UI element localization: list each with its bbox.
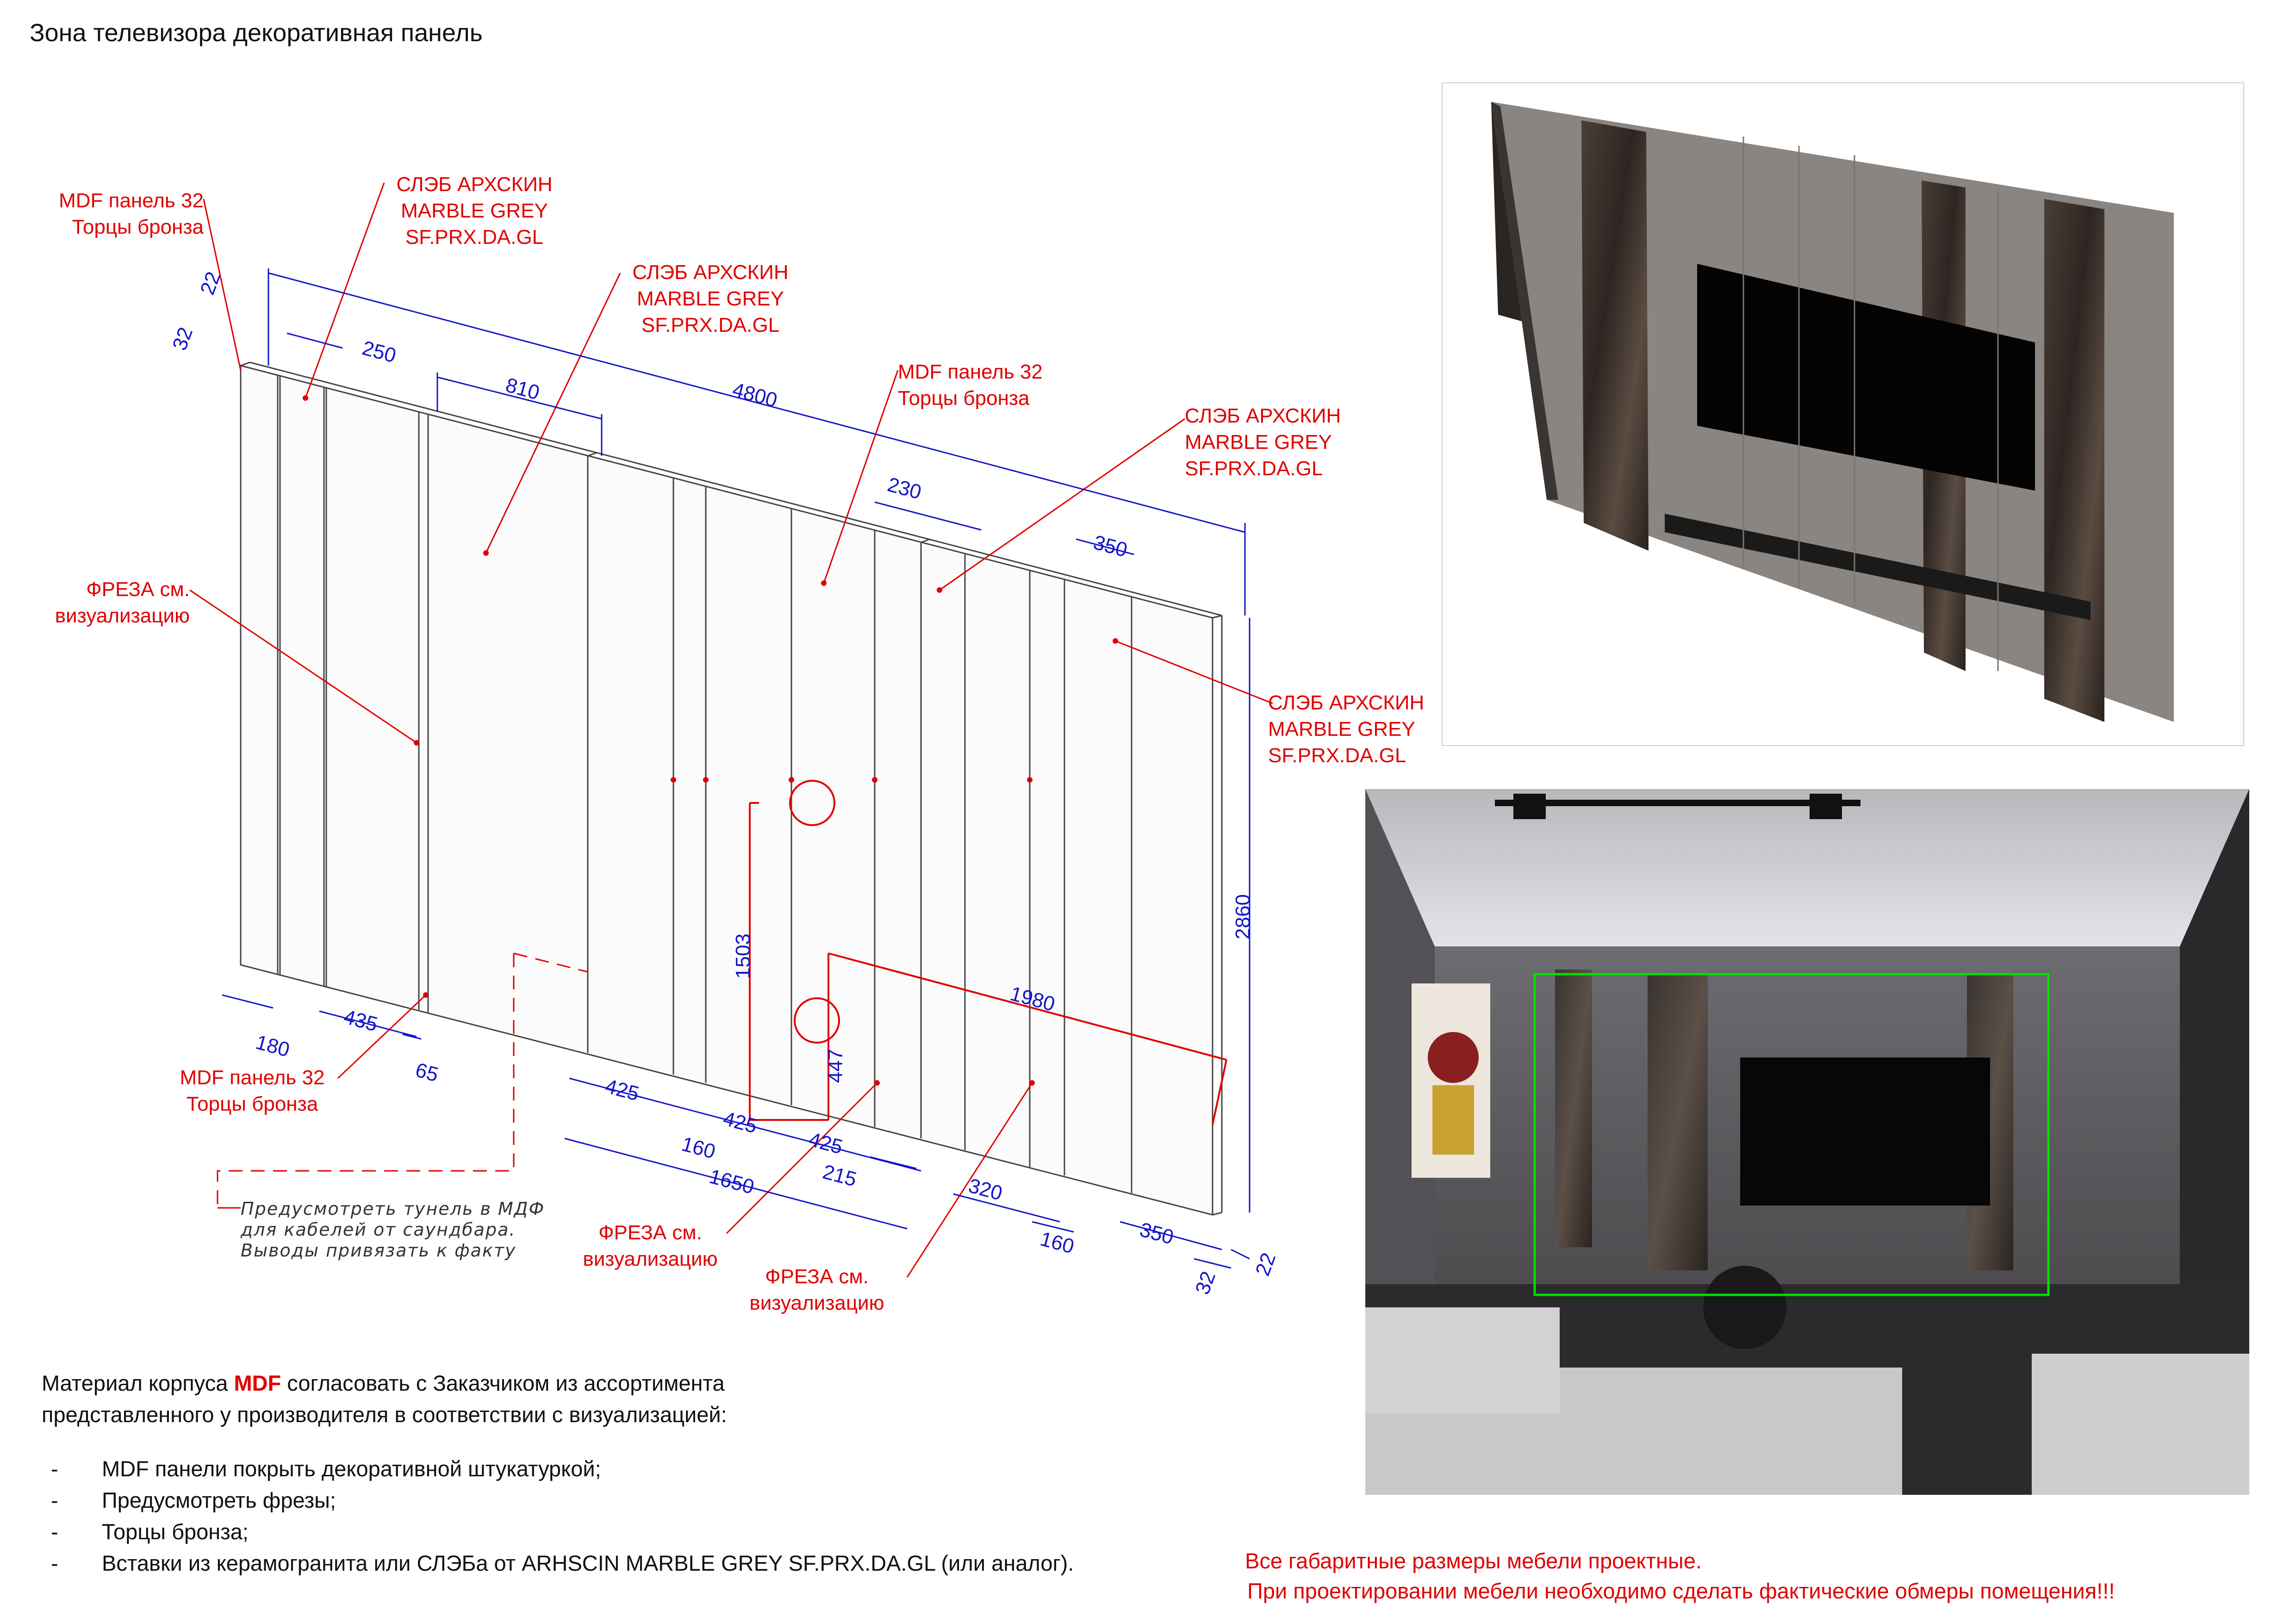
dim-425-b: 425 <box>721 1107 760 1138</box>
dim-425-a: 425 <box>603 1075 642 1106</box>
render-panel-3d-image <box>1443 83 2243 745</box>
dim-425-c: 425 <box>806 1128 846 1159</box>
dim-350-bot: 350 <box>1137 1218 1176 1249</box>
dim-250: 250 <box>360 336 399 367</box>
list-item: - Вставки из керамогранита или СЛЭБа от ARHSCIN MARBLE GREY SF.PRX.DA.GL (или аналог). <box>51 1551 1074 1575</box>
note-mdf-top-left: MDF панель 32 Торцы бронза <box>59 189 204 238</box>
list-item: - Торцы бронза; <box>51 1519 249 1544</box>
dim-1503: 1503 <box>732 933 754 979</box>
dim-4800: 4800 <box>730 378 780 412</box>
dim-22-top: 22 <box>196 268 225 298</box>
dim-320: 320 <box>966 1174 1005 1205</box>
dim-1650: 1650 <box>707 1165 757 1199</box>
render-interior-image <box>1365 789 2249 1495</box>
note-mdf-top-mid: MDF панель 32 Торцы бронза <box>898 361 1043 410</box>
note-freza-left: ФРЕЗА см. визуализацию <box>55 578 190 627</box>
dim-160-a: 160 <box>679 1132 718 1163</box>
render-panel-3d <box>1442 82 2244 746</box>
dim-160-b: 160 <box>1038 1227 1077 1258</box>
note-freza-bottom-2: ФРЕЗА см. визуализацию <box>749 1265 884 1314</box>
material-notes: Материал корпуса MDF согласовать с Заказчиком из ассортимента представленного у производителя в соответствии с визуализацией: <box>42 1371 727 1427</box>
tunnel-note-line-3: Выводы привязать к факту <box>241 1240 516 1261</box>
list-item: - Предусмотреть фрезы; <box>51 1488 336 1512</box>
warning-line-2: При проектировании мебели необходимо сделать фактические обмеры помещения!!! <box>1247 1579 2115 1603</box>
note-slab-right-2: СЛЭБ АРХСКИН MARBLE GREY SF.PRX.DA.GL <box>1268 691 1425 767</box>
page-title: Зона телевизора декоративная панель <box>30 19 483 47</box>
dim-350-top: 350 <box>1091 531 1130 562</box>
note-freza-bottom-1: ФРЕЗА см. визуализацию <box>583 1221 718 1270</box>
panel-outline <box>241 362 1222 1215</box>
dim-447: 447 <box>824 1049 847 1083</box>
dim-230: 230 <box>885 473 924 504</box>
tunnel-note-line-1: Предусмотреть тунель в МДФ <box>241 1199 545 1219</box>
dim-1980: 1980 <box>1008 982 1058 1016</box>
dim-2860: 2860 <box>1232 894 1254 939</box>
render-interior <box>1365 789 2249 1495</box>
note-mdf-bottom-left: MDF панель 32 Торцы бронза <box>180 1066 325 1115</box>
bullet-list <box>51 1453 1074 1579</box>
dim-22-bot: 22 <box>1251 1250 1281 1279</box>
dim-215: 215 <box>820 1160 859 1191</box>
dim-810: 810 <box>503 373 542 404</box>
dim-32-top: 32 <box>168 324 198 354</box>
dim-65: 65 <box>413 1058 441 1087</box>
note-slab-right-1: СЛЭБ АРХСКИН MARBLE GREY SF.PRX.DA.GL <box>1185 404 1341 480</box>
note-slab-top-1: СЛЭБ АРХСКИН MARBLE GREY SF.PRX.DA.GL <box>396 173 553 249</box>
mdf-highlight: MDF <box>234 1371 281 1395</box>
note-slab-top-2: СЛЭБ АРХСКИН MARBLE GREY SF.PRX.DA.GL <box>632 261 789 336</box>
tunnel-note-line-2: для кабелей от саундбара. <box>241 1219 516 1240</box>
warning-line-1: Все габаритные размеры мебели проектные. <box>1245 1548 1702 1573</box>
list-item: - MDF панели покрыть декоративной штукатуркой; <box>51 1456 601 1481</box>
dim-180: 180 <box>253 1031 292 1062</box>
dim-435: 435 <box>341 1005 380 1036</box>
dim-32-bot: 32 <box>1191 1268 1220 1298</box>
